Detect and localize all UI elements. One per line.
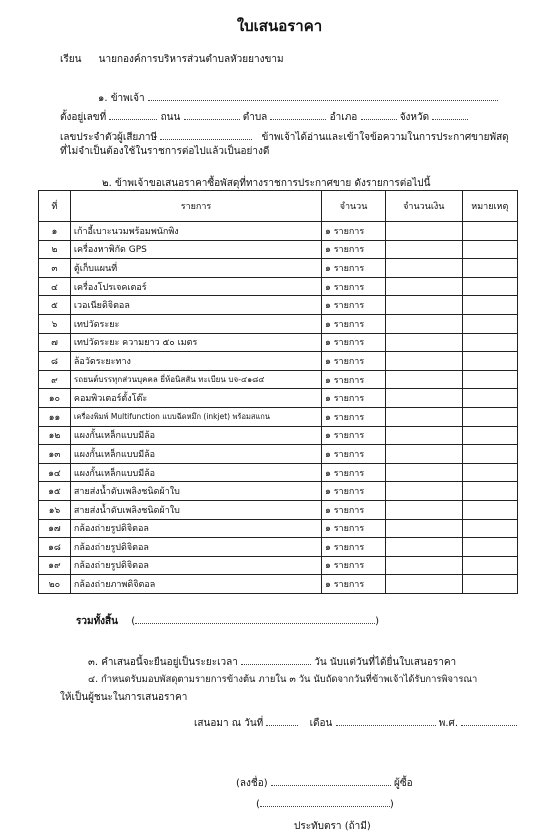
row-no: ๒ [39, 240, 71, 259]
row-no: ๗ [39, 333, 71, 352]
row-qty: ๑ รายการ [322, 240, 386, 259]
row-amount-cell[interactable] [385, 575, 462, 594]
row-qty: ๑ รายการ [322, 370, 386, 389]
row-no: ๕ [39, 296, 71, 315]
address-line [60, 110, 468, 124]
addressee-label: เรียน [60, 54, 82, 65]
row-qty: ๑ รายการ [322, 314, 386, 333]
road-field[interactable] [184, 110, 240, 120]
address-label: ตั้งอยู่เลขที่ [60, 112, 107, 123]
table-row [39, 575, 518, 594]
row-note-cell[interactable] [462, 407, 517, 426]
row-amount-cell[interactable] [385, 500, 462, 519]
row-item: แผงกั้นเหล็กแบบมีล้อ [70, 445, 321, 464]
row-item: เวอเนียดิจิตอล [70, 296, 321, 315]
row-qty: ๑ รายการ [322, 445, 386, 464]
table-row [39, 277, 518, 296]
district-field[interactable] [361, 110, 397, 120]
signer-close-paren: ) [389, 799, 394, 810]
road-label: ถนน [160, 112, 181, 123]
total-label: รวมทั้งสิ้น [76, 616, 118, 627]
table-row [39, 370, 518, 389]
row-note-cell[interactable] [462, 445, 517, 464]
subdistrict-label: ตำบล [242, 112, 268, 123]
row-no: ๑๒ [39, 426, 71, 445]
validity-days-field[interactable] [241, 655, 311, 665]
taxid-label: เลขประจำตัวผู้เสียภาษี [60, 132, 158, 143]
row-item: เครื่องหาพิกัด GPS [70, 240, 321, 259]
row-item: รถยนต์บรรทุกส่วนบุคคล ยี่ห้อนิสสัน ทะเบียน บจ-๔๑๘๔ [70, 370, 321, 389]
bidder-name-field[interactable] [148, 91, 498, 101]
header-no: ที่ [39, 191, 71, 222]
row-no: ๑๓ [39, 445, 71, 464]
row-qty: ๑ รายการ [322, 296, 386, 315]
row-amount-cell[interactable] [385, 222, 462, 241]
stamp-label: ประทับตรา (ถ้ามี) [294, 821, 371, 832]
row-amount-cell[interactable] [385, 482, 462, 501]
bidder-label: ๑. ข้าพเจ้า [98, 93, 145, 104]
row-item: เก้าอี้เบาะนวมพร้อมพนักพิง [70, 222, 321, 241]
table-header-row [39, 191, 518, 222]
bidder-name-line [98, 91, 498, 105]
section4-line1: ๔. กำหนดรับมอบพัสดุตามรายการข้างต้น ภายใน ๓ วัน นับถัดจากวันที่ข้าพเจ้าได้รับการพิจารณา [88, 674, 478, 685]
submit-label: เสนอมา ณ วันที่ [194, 718, 264, 729]
section3-line [88, 655, 456, 669]
row-amount-cell[interactable] [385, 259, 462, 278]
row-note-cell[interactable] [462, 296, 517, 315]
table-row [39, 538, 518, 557]
header-item: รายการ [70, 191, 321, 222]
row-amount-cell[interactable] [385, 538, 462, 557]
row-amount-cell[interactable] [385, 463, 462, 482]
row-qty: ๑ รายการ [322, 259, 386, 278]
submit-date-line [194, 716, 517, 730]
row-no: ๑๙ [39, 556, 71, 575]
row-qty: ๑ รายการ [322, 519, 386, 538]
submit-month-label: เดือน [309, 718, 333, 729]
row-no: ๑๖ [39, 500, 71, 519]
taxid-field[interactable] [160, 130, 252, 140]
district-label: อำเภอ [329, 112, 358, 123]
addressee-value: นายกองค์การบริหารส่วนตำบลหัวยยางขาม [98, 54, 284, 65]
row-item: กล้องถ่ายรูปดิจิตอล [70, 556, 321, 575]
row-item: ล้อวัดระยะทาง [70, 352, 321, 371]
statement-b: ที่ไม่จำเป็นต้องใช้ในราชการต่อไปแล้วเป็นอย่างดี [60, 146, 270, 157]
row-item: แผงกั้นเหล็กแบบมีล้อ [70, 463, 321, 482]
buyer-role: ผู้ซื้อ [393, 778, 413, 789]
total-line [76, 614, 379, 628]
table-row [39, 222, 518, 241]
row-qty: ๑ รายการ [322, 538, 386, 557]
row-amount-cell[interactable] [385, 314, 462, 333]
table-row [39, 240, 518, 259]
section4-line2: ให้เป็นผู้ชนะในการเสนอราคา [60, 692, 188, 703]
row-note-cell[interactable] [462, 463, 517, 482]
submit-year-label: พ.ศ. [438, 718, 459, 729]
header-qty: จำนวน [322, 191, 386, 222]
row-no: ๔ [39, 277, 71, 296]
row-no: ๑๘ [39, 538, 71, 557]
row-amount-cell[interactable] [385, 277, 462, 296]
row-note-cell[interactable] [462, 259, 517, 278]
total-field[interactable] [135, 614, 375, 624]
row-note-cell[interactable] [462, 240, 517, 259]
row-qty: ๑ รายการ [322, 222, 386, 241]
row-no: ๑ [39, 222, 71, 241]
row-item: กล้องถ่ายรูปดิจิตอล [70, 538, 321, 557]
row-note-cell[interactable] [462, 314, 517, 333]
row-item: เทปวัดระยะ [70, 314, 321, 333]
row-item: คอมพิวเตอร์ตั้งโต๊ะ [70, 389, 321, 408]
row-item: เทปวัดระยะ ความยาว ๕๐ เมตร [70, 333, 321, 352]
row-item: ตู้เก็บแผนที่ [70, 259, 321, 278]
header-amount: จำนวนเงิน [385, 191, 462, 222]
section2-label: ๒. ข้าพเจ้าขอเสนอราคาซื้อพัสดุที่ทางราชการประกาศขาย ดังรายการต่อไปนี้ [102, 178, 431, 189]
statement-a: ข้าพเจ้าได้อ่านและเข้าใจข้อความในการประกาศขายพัสดุ [261, 132, 509, 143]
row-item: สายส่งน้ำดับเพลิงชนิดผ้าใบ [70, 500, 321, 519]
row-amount-cell[interactable] [385, 519, 462, 538]
table-row [39, 389, 518, 408]
table-row [39, 259, 518, 278]
row-amount-cell[interactable] [385, 370, 462, 389]
row-qty: ๑ รายการ [322, 352, 386, 371]
address-field[interactable] [109, 110, 157, 120]
row-note-cell[interactable] [462, 426, 517, 445]
table-row [39, 556, 518, 575]
row-note-cell[interactable] [462, 277, 517, 296]
row-note-cell[interactable] [462, 333, 517, 352]
row-no: ๙ [39, 370, 71, 389]
row-no: ๑๔ [39, 463, 71, 482]
row-item: กล้องถ่ายภาพดิจิตอล [70, 575, 321, 594]
row-no: ๑๕ [39, 482, 71, 501]
signer-open-paren: ( [256, 799, 260, 810]
row-no: ๘ [39, 352, 71, 371]
row-qty: ๑ รายการ [322, 463, 386, 482]
section3-label: ๓. คำเสนอนี้จะยืนอยู่เป็นระยะเวลา [88, 657, 238, 668]
row-qty: ๑ รายการ [322, 333, 386, 352]
table-row [39, 463, 518, 482]
row-note-cell[interactable] [462, 222, 517, 241]
row-qty: ๑ รายการ [322, 407, 386, 426]
province-field[interactable] [432, 110, 468, 120]
table-row [39, 445, 518, 464]
row-qty: ๑ รายการ [322, 500, 386, 519]
row-qty: ๑ รายการ [322, 556, 386, 575]
row-qty: ๑ รายการ [322, 277, 386, 296]
row-amount-cell[interactable] [385, 333, 462, 352]
row-qty: ๑ รายการ [322, 426, 386, 445]
header-note: หมายเหตุ [462, 191, 517, 222]
subdistrict-field[interactable] [270, 110, 326, 120]
sign-label: (ลงชื่อ) [236, 778, 268, 789]
row-note-cell[interactable] [462, 352, 517, 371]
row-no: ๑๑ [39, 407, 71, 426]
row-amount-cell[interactable] [385, 296, 462, 315]
row-note-cell[interactable] [462, 370, 517, 389]
row-no: ๓ [39, 259, 71, 278]
row-item: สายส่งน้ำดับเพลิงชนิดผ้าใบ [70, 482, 321, 501]
table-row [39, 352, 518, 371]
addressee-line [60, 54, 284, 66]
row-note-cell[interactable] [462, 519, 517, 538]
row-item: กล้องถ่ายรูปดิจิตอล [70, 519, 321, 538]
row-amount-cell[interactable] [385, 240, 462, 259]
row-note-cell[interactable] [462, 538, 517, 557]
row-amount-cell[interactable] [385, 352, 462, 371]
total-close-paren: ) [375, 616, 379, 627]
submit-month-field[interactable] [336, 716, 436, 726]
row-item: เครื่องโปรเจคเตอร์ [70, 277, 321, 296]
table-row [39, 314, 518, 333]
row-note-cell[interactable] [462, 575, 517, 594]
row-qty: ๑ รายการ [322, 575, 386, 594]
signer-name-line [256, 797, 394, 810]
table-row [39, 426, 518, 445]
section3-tail: วัน นับแต่วันที่ได้ยื่นใบเสนอราคา [314, 657, 457, 668]
table-row [39, 519, 518, 538]
row-amount-cell[interactable] [385, 556, 462, 575]
signature-field[interactable] [271, 776, 391, 786]
table-row [39, 296, 518, 315]
row-item: แผงกั้นเหล็กแบบมีล้อ [70, 426, 321, 445]
row-no: ๒๐ [39, 575, 71, 594]
row-no: ๑๐ [39, 389, 71, 408]
row-note-cell[interactable] [462, 556, 517, 575]
total-open-paren: ( [131, 616, 136, 627]
page-title: ใบเสนอราคา [236, 17, 323, 35]
row-no: ๑๗ [39, 519, 71, 538]
signer-name-field[interactable] [260, 797, 390, 807]
row-amount-cell[interactable] [385, 445, 462, 464]
province-label: จังหวัด [399, 112, 430, 123]
row-qty: ๑ รายการ [322, 482, 386, 501]
row-amount-cell[interactable] [385, 389, 462, 408]
row-item: เครื่องพิมพ์ Multifunction แบบฉีดหมึก (inkjet) พร้อมสแกน [70, 407, 321, 426]
table-row [39, 500, 518, 519]
items-table [38, 190, 518, 594]
table-row [39, 407, 518, 426]
signature-line [236, 776, 413, 791]
table-row [39, 482, 518, 501]
submit-year-field[interactable] [461, 716, 517, 726]
row-note-cell[interactable] [462, 500, 517, 519]
row-qty: ๑ รายการ [322, 389, 386, 408]
table-row [39, 333, 518, 352]
row-note-cell[interactable] [462, 389, 517, 408]
row-amount-cell[interactable] [385, 407, 462, 426]
row-no: ๖ [39, 314, 71, 333]
submit-day-field[interactable] [266, 716, 298, 726]
row-note-cell[interactable] [462, 482, 517, 501]
row-amount-cell[interactable] [385, 426, 462, 445]
taxid-line [60, 130, 509, 144]
